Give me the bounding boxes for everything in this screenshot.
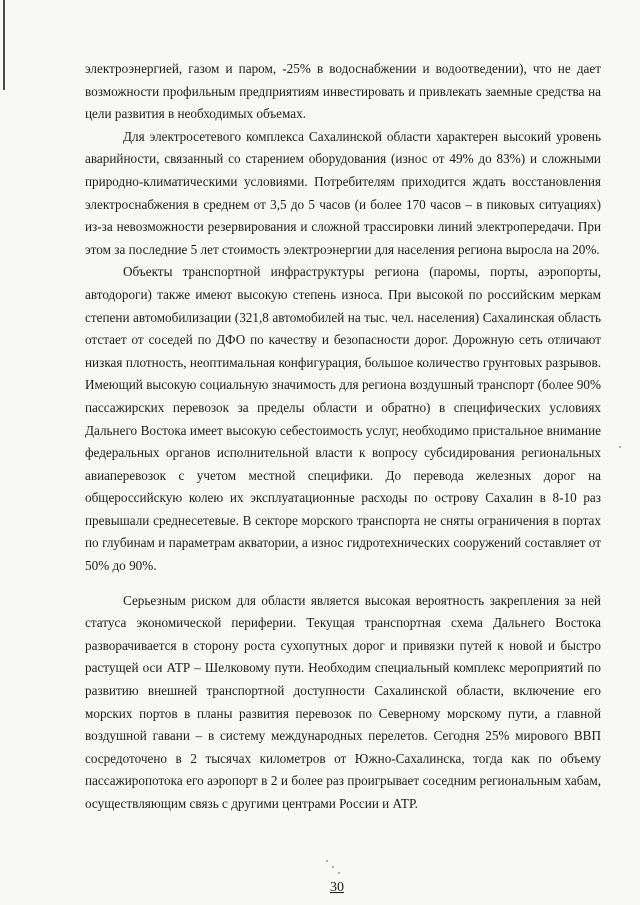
scan-edge-mark bbox=[3, 0, 5, 90]
page-number: 30 bbox=[330, 880, 344, 895]
scan-speck bbox=[326, 860, 328, 862]
scan-speck bbox=[338, 872, 340, 874]
paragraph-power-grid: Для электросетевого комплекса Сахалинской области характерен высокий уровень аварийности, связанный со старением оборудования (износ от 49% до 83%) и сложными природно-климатическими условиями. Потребителям приходится ждать восстановления электроснабжения в среднем от 3,5 до 5 часов (и более 170 часов – в пиковых ситуациях) из-за невозможности резервирования и сложной трассировки линий электропередачи. При этом за последние 5 лет стоимость электроэнергии для населения региона выросла на 20%. bbox=[85, 128, 601, 257]
scan-speck bbox=[619, 446, 621, 448]
scan-speck bbox=[332, 866, 334, 868]
paragraph-economic-periphery-risk: Серьезным риском для области является высокая вероятность закрепления за ней статуса экономической периферии. Текущая транспортная схема Дальнего Востока разворачивается в сторону роста сухопутных дорог и привязки путей к новой и быстро растущей оси АТР – Шелковому пути. Необходим специальный комплекс мероприятий по развитию внешней транспортной доступности Сахалинской области, включение его морских портов в планы развития перевозок по Северному морскому пути, а главной воздушной гавани – в систему международных перелетов. Сегодня 25% мирового ВВП сосредоточено в 2 тысячах километров от Южно-Сахалинска, тогда как по объему пассажиропотока его аэропорт в 2 и более раз проигрывает соседним региональным хабам, осуществляющим связь с другими центрами России и АТР. bbox=[85, 592, 601, 811]
paragraph-transport-infrastructure: Объекты транспортной инфраструктуры региона (паромы, порты, аэропорты, автодороги) также имеют высокую степень износа. При высокой по российским меркам степени автомобилизации (321,8 автомобилей на тыс. чел. населения) Сахалинская область отстает от соседей по ДФО по качеству и безопасности дорог. Дорожную сеть отличают низкая плотность, неоптимальная конфигурация, большое количество грунтовых разрывов. Имеющий высокую социальную значимость для региона воздушный транспорт (более 90% пассажирских перевозок за пределы области и обратно) в специфических условиях Дальнего Востока имеет высокую себестоимость услуг, необходимо пристальное внимание федеральных органов исполнительной власти к вопросу субсидирования региональных авиаперевозок с учетом местной специфики. До перевода железных дорог на общероссийскую колею их эксплуатационные расходы по острову Сахалин в 8-10 раз превышали среднесетевые. В секторе морского транспорта не сняты ограничения в портах по глубинам и параметрам акватории, а износ гидротехнических сооружений составляет от 50% до 90%. bbox=[85, 264, 601, 574]
document-body bbox=[85, 58, 601, 816]
paragraph-continuation: электроэнергией, газом и паром, -25% в водоснабжении и водоотведении), что не дает возможности профильным предприятиям инвестировать и привлекать заемные средства на цели развития в необходимых объемах. bbox=[85, 61, 601, 122]
